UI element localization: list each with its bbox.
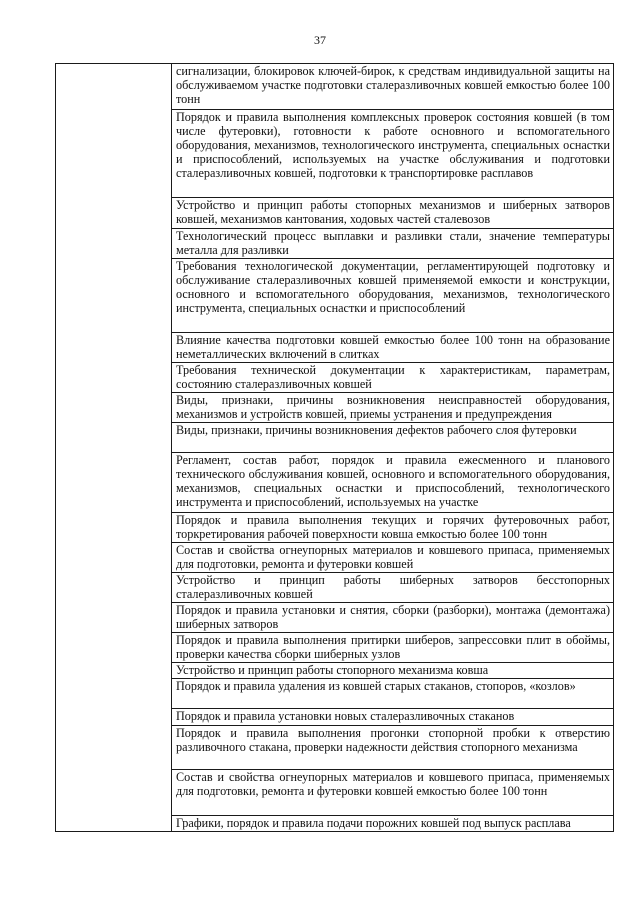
table-cell: Порядок и правила выполнения прогонки стопорной пробки к отверстию разливочного стакана, проверки надежности действия стопорного механизма xyxy=(172,726,614,770)
page-number: 37 xyxy=(314,33,326,47)
table-cell: Порядок и правила установки новых сталеразливочных стаканов xyxy=(172,709,614,726)
table-cell: Регламент, состав работ, порядок и правила ежесменного и планового технического обслуживания ковшей, основного и вспомогательного оборудования, механизмов, специальных оснастки и приспособлений, технологического инструмента и приспособлений, используемых на участке xyxy=(172,453,614,513)
table-cell: Состав и свойства огнеупорных материалов и ковшевого припаса, применяемых для подготовки, ремонта и футеровки ковшей емкостью более 100 тонн xyxy=(172,770,614,816)
table-cell: Состав и свойства огнеупорных материалов и ковшевого припаса, применяемых для подготовки, ремонта и футеровки ковшей xyxy=(172,543,614,573)
table-cell: Порядок и правила установки и снятия, сборки (разборки), монтажа (демонтажа) шиберных затворов xyxy=(172,603,614,633)
table-cell: Влияние качества подготовки ковшей емкостью более 100 тонн на образование неметаллических включений в слитках xyxy=(172,333,614,363)
table-cell: Технологический процесс выплавки и разливки стали, значение температуры металла для разливки xyxy=(172,229,614,259)
table-cell: Порядок и правила удаления из ковшей старых стаканов, стопоров, «козлов» xyxy=(172,679,614,709)
table-cell: Порядок и правила выполнения комплексных проверок состояния ковшей (в том числе футеровки), готовности к работе основного и вспомогательного оборудования, механизмов, технологического инструмента, специальных оснастки и приспособлений, используемых на участке обслуживания и подготовки сталеразливочных ковшей, подготовки к транспортировке расплавов xyxy=(172,110,614,198)
table-cell: Устройство и принцип работы шиберных затворов бесстопорных сталеразливочных ковшей xyxy=(172,573,614,603)
requirements-table xyxy=(55,63,614,832)
table-cell: Виды, признаки, причины возникновения неисправностей оборудования, механизмов и устройств ковшей, приемы устранения и предупреждения xyxy=(172,393,614,423)
table-cell: Порядок и правила выполнения притирки шиберов, запрессовки плит в обоймы, проверки качества сборки шиберных узлов xyxy=(172,633,614,663)
label-column-cell xyxy=(56,64,172,832)
table-cell: Требования технической документации к характеристикам, параметрам, состоянию сталеразливочных ковшей xyxy=(172,363,614,393)
table-cell: Графики, порядок и правила подачи порожних ковшей под выпуск расплава xyxy=(172,816,614,832)
table-row xyxy=(56,64,614,110)
table-cell: Устройство и принцип работы стопорного механизма ковша xyxy=(172,663,614,679)
table-cell: Устройство и принцип работы стопорных механизмов и шиберных затворов ковшей, механизмов кантования, ходовых частей сталевозов xyxy=(172,198,614,229)
table-cell: Требования технологической документации, регламентирующей подготовку и обслуживание сталеразливочных ковшей применяемой емкости и конструкции, основного и вспомогательного оборудования, механизмов, технологического инструмента, специальных оснастки и приспособлений xyxy=(172,259,614,333)
table-cell: Виды, признаки, причины возникновения дефектов рабочего слоя футеровки xyxy=(172,423,614,453)
table-cell: Порядок и правила выполнения текущих и горячих футеровочных работ, торкретирования рабочей поверхности ковша емкостью более 100 тонн xyxy=(172,513,614,543)
table-cell: сигнализации, блокировок ключей-бирок, к средствам индивидуальной защиты на обслуживаемом участке подготовки сталеразливочных ковшей емкостью более 100 тонн xyxy=(172,64,614,110)
